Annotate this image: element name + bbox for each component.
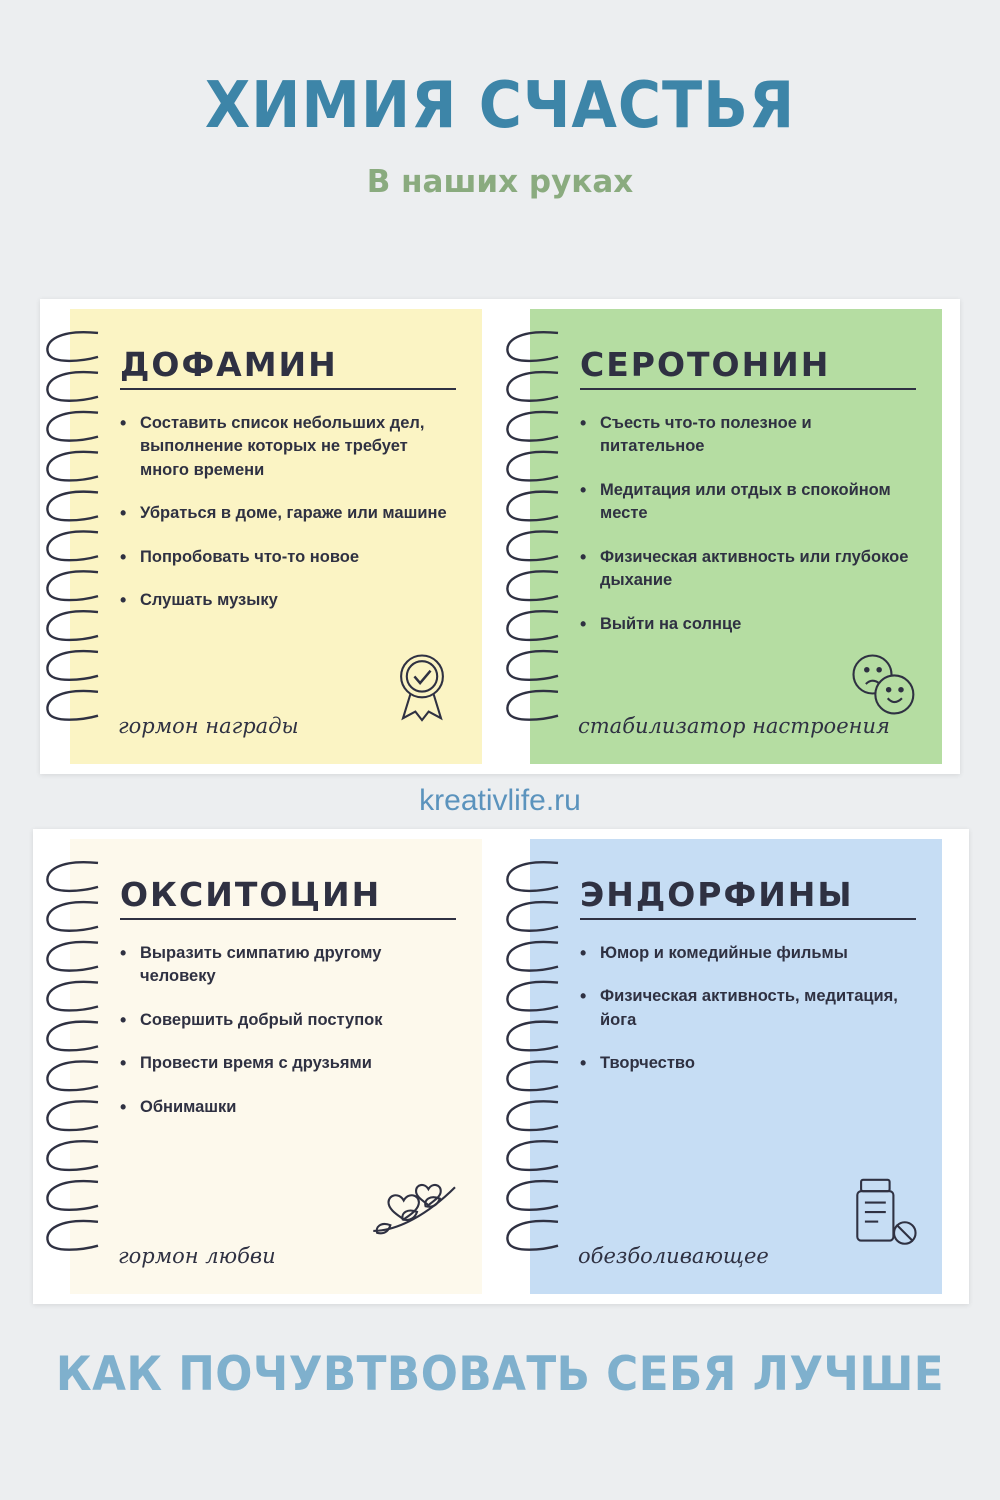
title-underline bbox=[580, 918, 916, 920]
spiral-binding-icon bbox=[500, 327, 566, 746]
title-underline bbox=[580, 388, 916, 390]
list-item: • Физическая активность, медитация, йога bbox=[578, 985, 916, 1032]
smiley-faces-icon bbox=[844, 646, 920, 722]
card-dopamine bbox=[70, 309, 482, 764]
spiral-binding-icon bbox=[40, 857, 106, 1276]
list-item: • Провести время с друзьями bbox=[118, 1052, 456, 1075]
card-list bbox=[578, 412, 916, 636]
list-item: • Слушать музыку bbox=[118, 589, 456, 612]
card-footnote: обезболивающее bbox=[578, 1244, 769, 1268]
award-rosette-icon bbox=[384, 646, 460, 722]
list-item: • Попробовать что-то новое bbox=[118, 546, 456, 569]
page-subtitle: В наших руках bbox=[366, 164, 634, 200]
spiral-binding-icon bbox=[40, 327, 106, 746]
list-item: • Выйти на солнце bbox=[578, 613, 916, 636]
list-item: • Выразить симпатию другому человеку bbox=[118, 942, 456, 989]
watermark: kreativlife.ru bbox=[419, 784, 581, 817]
card-footnote: гормон награды bbox=[118, 714, 299, 738]
hearts-branch-icon bbox=[362, 1172, 472, 1248]
list-item: • Убраться в доме, гараже или машине bbox=[118, 502, 456, 525]
card-panel-top bbox=[40, 299, 960, 774]
page-header bbox=[0, 0, 1000, 200]
card-title: ОКСИТОЦИН bbox=[120, 875, 382, 914]
list-item: • Медитация или отдых в спокойном месте bbox=[578, 479, 916, 526]
page-title: ХИМИЯ СЧАСТЬЯ bbox=[204, 69, 796, 143]
footer-title: КАК ПОЧУВТВОВАТЬ СЕБЯ ЛУЧШЕ bbox=[55, 1347, 945, 1402]
card-endorphin bbox=[530, 839, 942, 1294]
list-item: • Творчество bbox=[578, 1052, 916, 1075]
card-list bbox=[578, 942, 916, 1076]
card-title: СЕРОТОНИН bbox=[580, 345, 831, 384]
card-list bbox=[118, 412, 456, 613]
list-item: • Физическая активность или глубокое дыхание bbox=[578, 546, 916, 593]
card-footnote: гормон любви bbox=[118, 1244, 276, 1268]
card-panel-bottom bbox=[33, 829, 969, 1304]
list-item: • Съесть что-то полезное и питательное bbox=[578, 412, 916, 459]
list-item: • Обнимашки bbox=[118, 1096, 456, 1119]
card-list bbox=[118, 942, 456, 1119]
card-oxytocin bbox=[70, 839, 482, 1294]
title-underline bbox=[120, 388, 456, 390]
spiral-binding-icon bbox=[500, 857, 566, 1276]
list-item: • Совершить добрый поступок bbox=[118, 1009, 456, 1032]
list-item: • Юмор и комедийные фильмы bbox=[578, 942, 916, 965]
card-footnote: стабилизатор настроения bbox=[578, 714, 890, 738]
list-item: • Составить список небольших дел, выполнение которых не требует много времени bbox=[118, 412, 456, 482]
card-title: ЭНДОРФИНЫ bbox=[580, 875, 854, 914]
card-title: ДОФАМИН bbox=[120, 345, 338, 384]
pill-bottle-icon bbox=[844, 1176, 920, 1252]
title-underline bbox=[120, 918, 456, 920]
card-serotonin bbox=[530, 309, 942, 764]
